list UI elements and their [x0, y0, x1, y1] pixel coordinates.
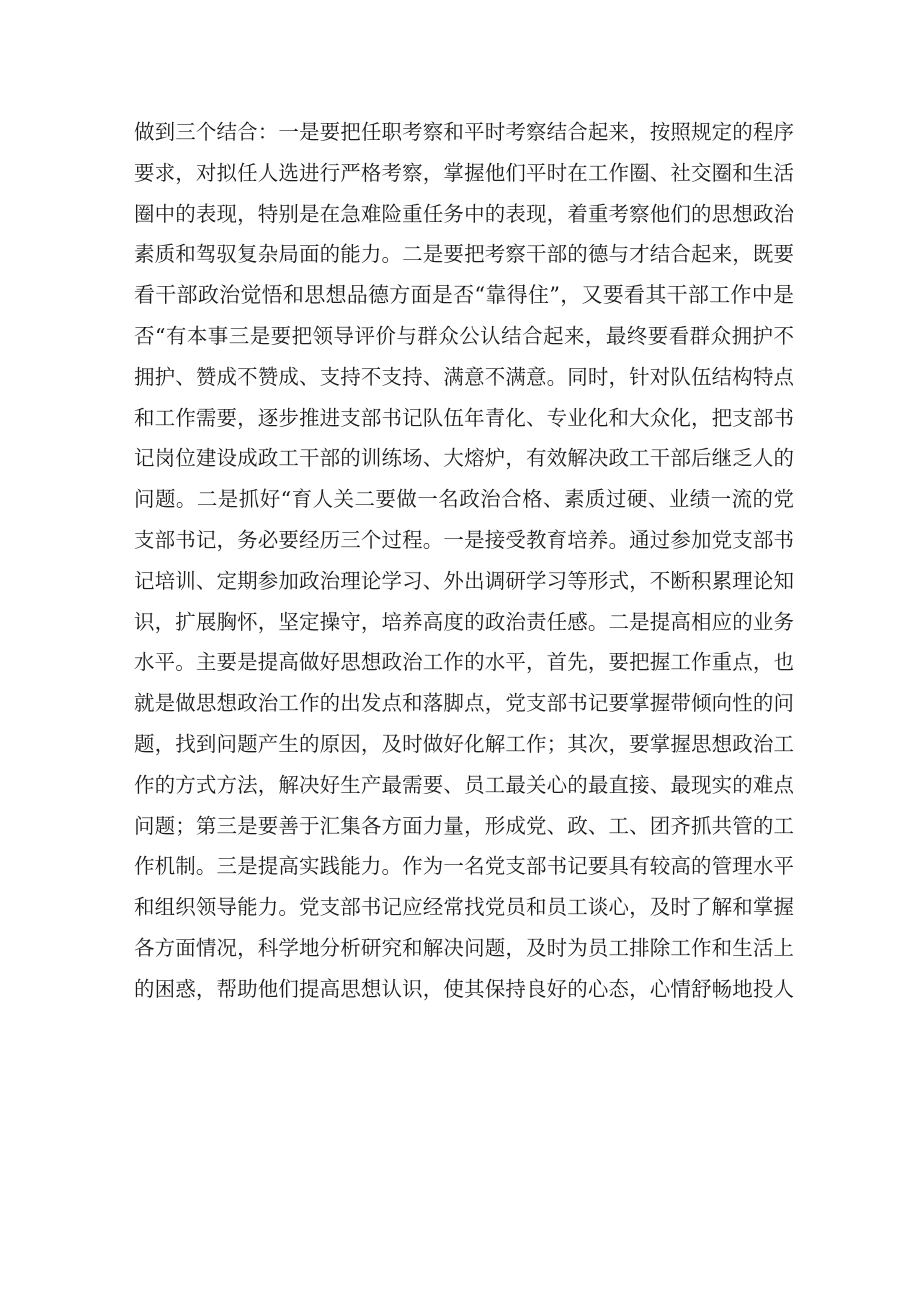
text-line: 问题。二是抓好“育人关二要做一名政治合格、素质过硬、业绩一流的党: [134, 487, 794, 512]
text-line: 记培训、定期参加政治理论学习、外出调研学习等形式，不断积累理论知: [134, 568, 794, 593]
text-line: 记岗位建设成政工干部的训练场、大熔炉，有效解决政工干部后继乏人的: [134, 446, 794, 471]
text-line: 看干部政治觉悟和思想品德方面是否“靠得住”，又要看其干部工作中是: [134, 283, 794, 308]
text-line: 和组织领导能力。党支部书记应经常找党员和员工谈心，及时了解和掌握: [134, 895, 794, 920]
text-line: 水平。主要是提高做好思想政治工作的水平，首先，要把握工作重点，也: [134, 650, 794, 675]
text-line: 各方面情况，科学地分析研究和解决问题，及时为员工排除工作和生活上: [134, 935, 794, 960]
text-line: 支部书记，务必要经历三个过程。一是接受教育培养。通过参加党支部书: [134, 527, 794, 552]
text-line: 识，扩展胸怀，坚定操守，培养高度的政治责任感。二是提高相应的业务: [134, 609, 794, 634]
text-line: 就是做思想政治工作的出发点和落脚点，党支部书记要掌握带倾向性的问: [134, 691, 794, 716]
text-line: 做到三个结合：一是要把任职考察和平时考察结合起来，按照规定的程序: [134, 120, 794, 144]
text-line: 素质和驾驭复杂局面的能力。二是要把考察干部的德与才结合起来，既要: [134, 242, 794, 267]
text-line: 和工作需要，逐步推进支部书记队伍年青化、专业化和大众化，把支部书: [134, 405, 794, 430]
text-line: 的困惑，帮助他们提高思想认识，使其保持良好的心态，心情舒畅地投人: [134, 976, 794, 1001]
text-line: 拥护、赞成不赞成、支持不支持、满意不满意。同时，针对队伍结构特点: [134, 364, 794, 389]
text-line: 圈中的表现，特别是在急难险重任务中的表现，着重考察他们的思想政治: [134, 201, 794, 226]
text-line: 否“有本事三是要把领导评价与群众公认结合起来，最终要看群众拥护不: [134, 323, 794, 348]
text-line: 题，找到问题产生的原因，及时做好化解工作；其次，要掌握思想政治工: [134, 731, 794, 756]
body-text: [134, 112, 794, 1010]
text-line: 作机制。三是提高实践能力。作为一名党支部书记要具有较高的管理水平: [134, 854, 794, 879]
text-line: 要求，对拟任人选进行严格考察，掌握他们平时在工作圈、社交圈和生活: [134, 160, 794, 185]
text-line: 作的方式方法，解决好生产最需要、员工最关心的最直接、最现实的难点: [134, 772, 794, 797]
text-line: 问题；第三是要善于汇集各方面力量，形成党、政、工、团齐抓共管的工: [134, 813, 794, 838]
